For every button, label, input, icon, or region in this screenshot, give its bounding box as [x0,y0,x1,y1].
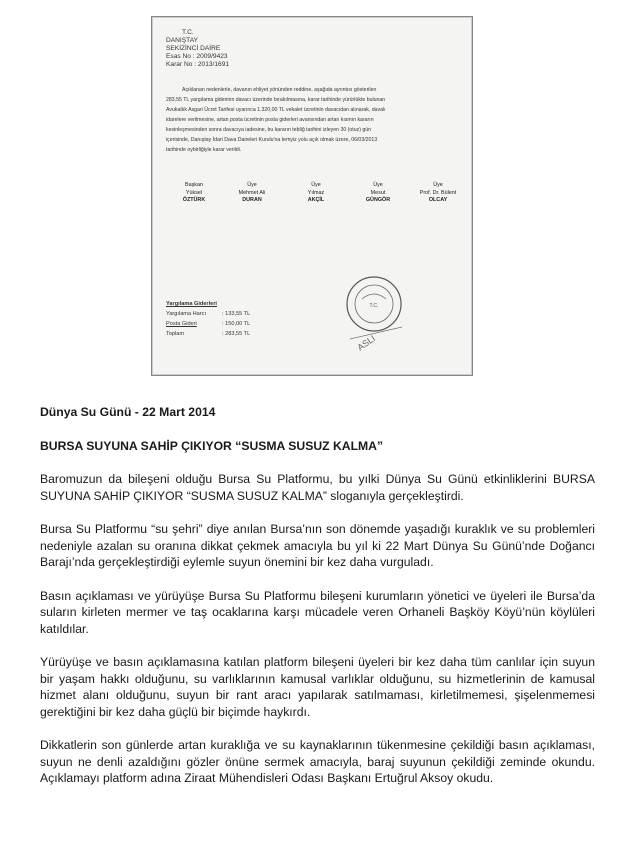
cost-label: Toplam [166,331,185,337]
cost-value: : 150,00 TL [222,321,251,327]
signature-name: Yılmaz [307,190,325,197]
signature-role: Üye [311,182,321,188]
signature-role: Üye [373,182,383,188]
body-line: tarihinde oybirliğiyle karar verildi. [166,147,242,153]
body-line: Avukatlık Asgari Ücret Tarifesi uyarınca 1.320,00 TL vekalet ücretinin davacıdan alınarak, davalı [166,107,386,113]
signature-name: Mehmet Ali [238,190,266,197]
signature-president [166,182,222,203]
body-line: Açıklanan nedenlerle, davanın ehliyet yönünden reddine, aşağıda ayrıntısı gösterilen [182,87,377,93]
header-line: Karar No : 2013/1691 [166,61,230,68]
signature-surname: OLCAY [428,196,448,203]
cost-value: : 283,55 TL [222,331,251,337]
costs-table [166,299,250,339]
signature-surname: AKÇİL [307,196,325,203]
signature-member [288,182,344,203]
cost-label: Posta Gideri [166,321,197,327]
costs-title: Yargılama Giderleri [166,301,217,307]
article-paragraph: Bursa Su Platformu “su şehri” diye anılan Bursa’nın son dönemde yaşadığı kuraklık ve su problemleri nedeniyle azalan su oranına dikkat çekmek amacıyla bu yıl ki 22 Mart Dünya Su Günü’nde Doğancı Barajı’nda gerçekleştirdiği eylemle suyun önemini bir kez daha vurguladı. [40,522,595,569]
body-line: idarelere verilmesine, artan posta ücretinin posta giderleri avansından artan kısmın kararın [166,117,374,123]
article-paragraph: Yürüyüşe ve basın açıklamasına katılan platform bileşeni üyeleri bir kez daha tüm canlılar için suyun bir yaşam hakkı olduğunu, su varlıklarının kamusal varlıklar olduğunu, su hizmetlerinin de kamusal hizmet alanı olduğunu, suyun bir rant aracı yapılarak satılmaması, kirletilmemesi, şişelenmemesi gerektiğini bir kez daha güçlü bir biçimde haykırdı. [40,655,595,719]
signature-role: Başkan [185,182,203,188]
body-line: 283,55 TL yargılama giderinin davacı üzerinde bırakılmasına, karar tarihinde yürürlükte bulunan [166,97,386,103]
cost-value: : 133,55 TL [222,311,251,317]
costs-row [166,309,250,319]
signature-surname: DURAN [242,196,262,203]
costs-row [166,319,250,329]
article [40,404,595,804]
scanned-court-decision [151,16,473,376]
body-line: içerisinde, Danıştay İdari Dava Daireleri Kurulu'na temyiz yolu açık olmak üzere, 06/03/2013 [166,137,378,143]
signature-surname: ÖZTÜRK [182,196,206,203]
signature-role: Üye [433,182,443,188]
signature-member [224,182,280,203]
article-paragraph: Basın açıklaması ve yürüyüşe Bursa Su Platformu bileşeni kurumların yönetici ve üyeleri ile Bursa’da suların kirleten mermer ve taş ocaklarına karşı mücadele veren Orhaneli Başköy Köyü’nün köylüleri katıldılar. [40,588,595,636]
cost-label: Yargılama Harcı [166,311,206,317]
article-paragraph: Baromuzun da bileşeni olduğu Bursa Su Platformu, bu yılki Dünya Su Günü etkinliklerini BURSA SUYUNA SAHİP ÇIKIYOR “SUSMA SUSUZ KALMA” sloganıyla gerçekleştirdi. [40,472,595,503]
body-line: kesinleşmesinden sonra davacıya iadesine, bu kararın tebliğ tarihini izleyen 30 (otuz) gün [166,127,372,133]
signature-name: Prof. Dr. Bülent [419,190,457,197]
court-seal-stamp [342,269,412,359]
article-paragraph: Dikkatlerin son günlerde artan kuraklığa ve su kaynaklarının tükenmesine çekildiği basın açıklaması, suyun ne denli azaldığını gözler önüne sermek amacıyla, baraj suyunun çekildiği zeminde okundu. Açıklamayı platform adına Ziraat Mühendisleri Odası Başkanı Ertuğrul Aksoy okudu. [40,738,595,785]
signature-member [350,182,406,203]
article-date: Dünya Su Günü - 22 Mart 2014 [40,405,216,419]
header-line: SEKİZİNCİ DAİRE [166,45,221,52]
signature-surname: GÜNGÖR [365,196,391,203]
svg-text:T.C.: T.C. [369,303,379,309]
decision-body [166,85,462,155]
header-line: Esas No : 2009/9423 [166,53,228,60]
signature-name: Yüksel [185,190,203,197]
signature-member [410,182,466,203]
signature-role: Üye [247,182,257,188]
decision-header [166,29,229,69]
header-line: T.C. [182,29,194,36]
costs-row [166,329,250,339]
svg-text:ASLI: ASLI [355,333,378,353]
signature-name: Mesut [370,190,386,197]
article-headline: BURSA SUYUNA SAHİP ÇIKIYOR “SUSMA SUSUZ KALMA” [40,438,384,453]
header-line: DANIŞTAY [166,37,198,44]
